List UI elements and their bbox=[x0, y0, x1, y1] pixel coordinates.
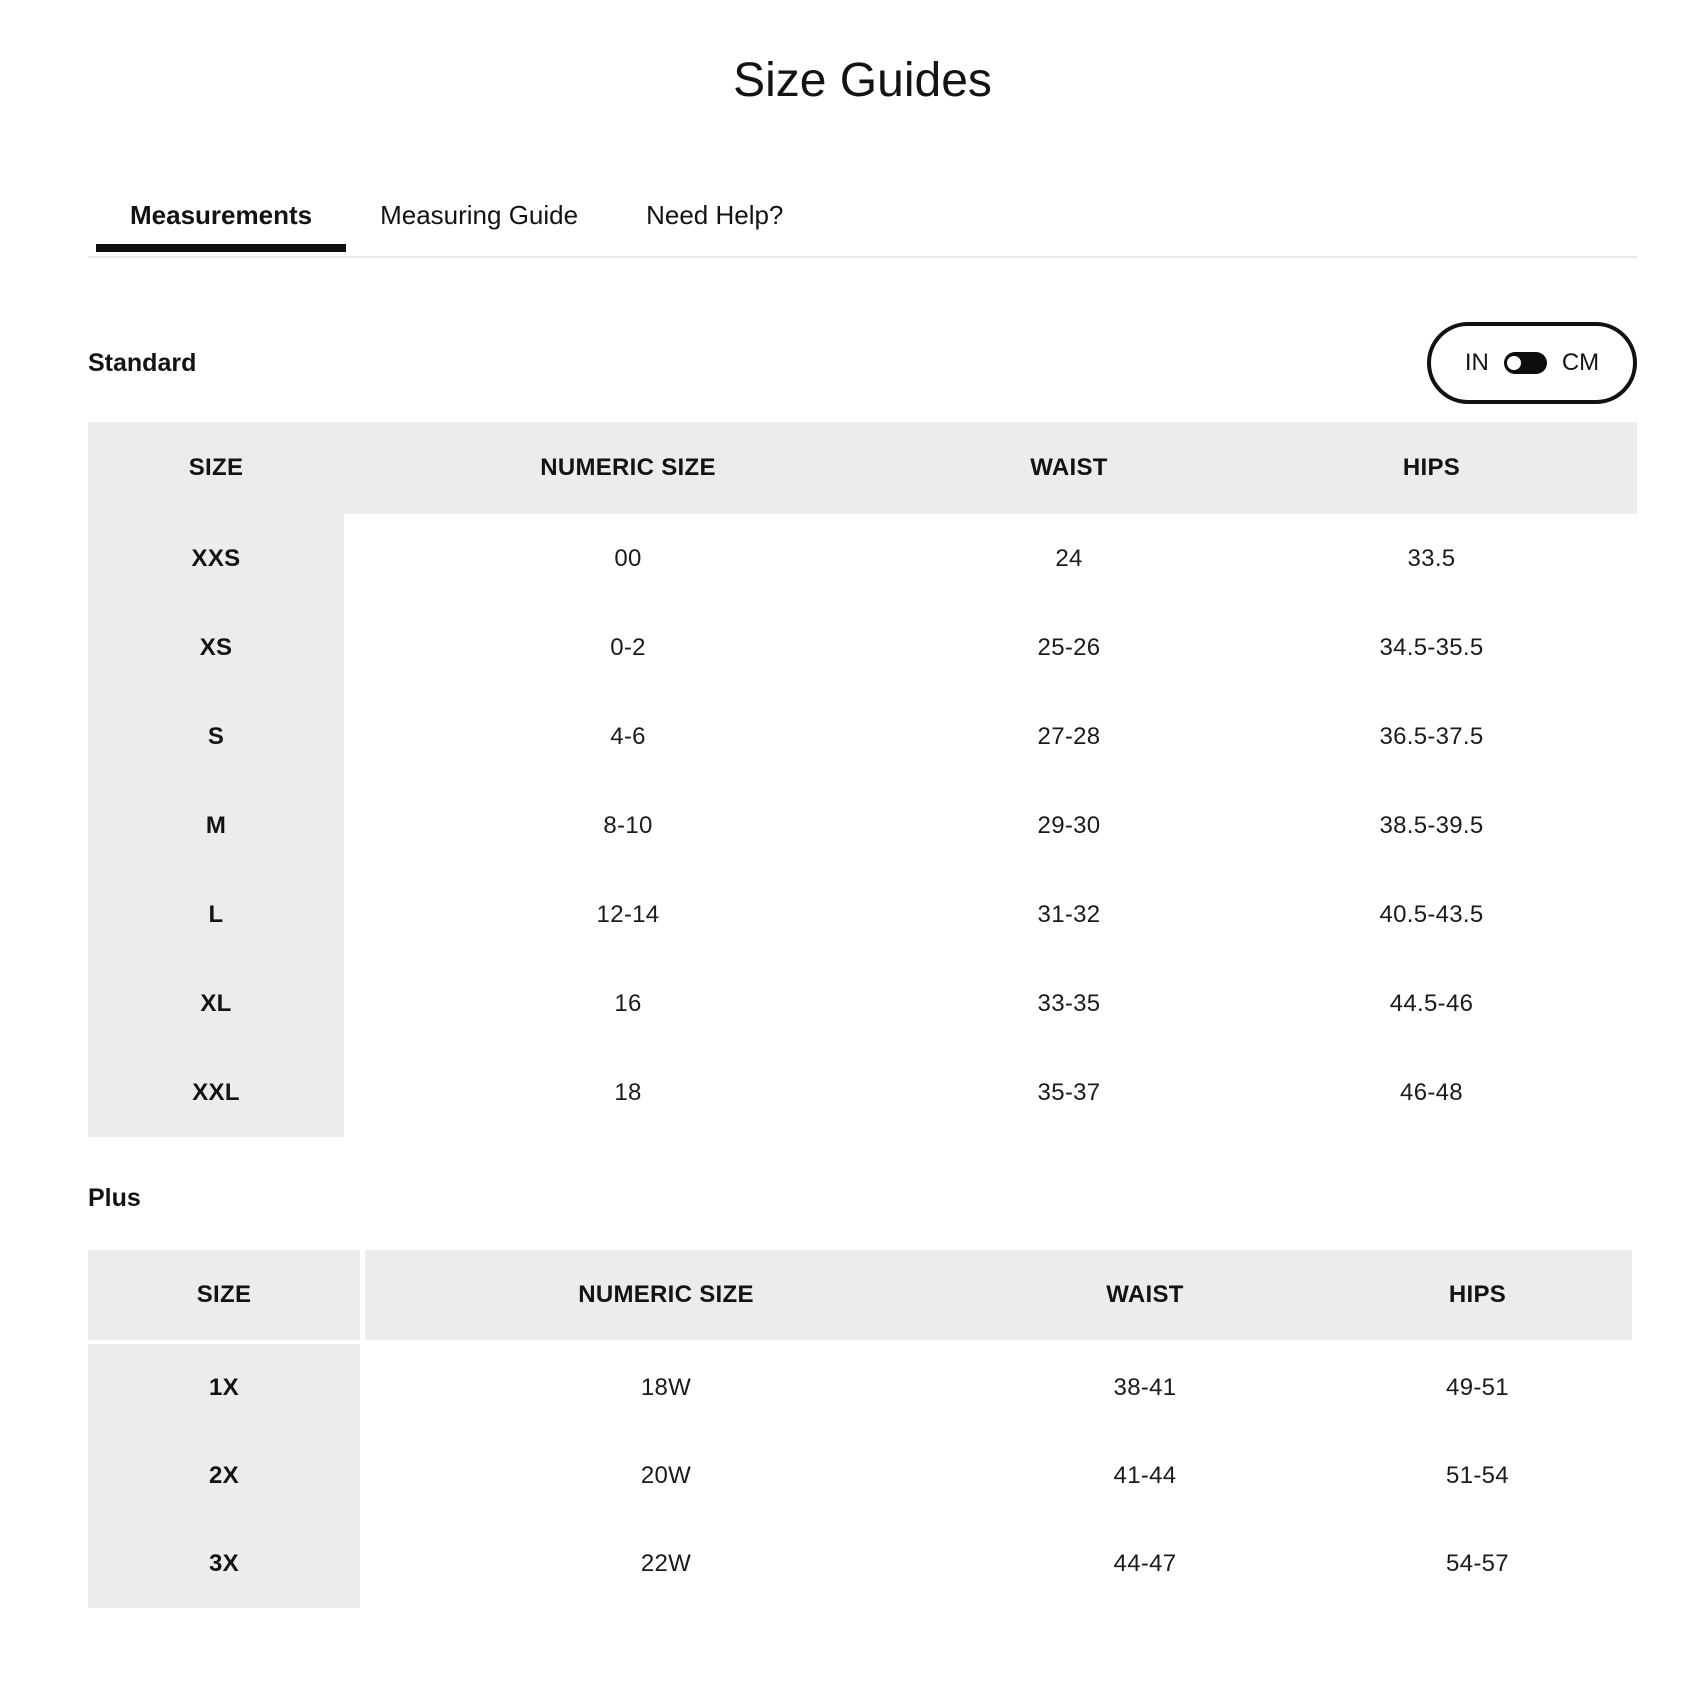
standard-section-header bbox=[88, 322, 1637, 404]
measurement-value-cell: 40.5-43.5 bbox=[1379, 900, 1484, 928]
column-header-waist: WAIST bbox=[1030, 454, 1108, 481]
unit-toggle[interactable] bbox=[1427, 322, 1637, 404]
measurement-value-cell: 29-30 bbox=[1037, 811, 1101, 839]
switch-knob-icon bbox=[1507, 356, 1521, 370]
column-header-waist: WAIST bbox=[967, 1250, 1323, 1340]
measurement-value-cell: 34.5-35.5 bbox=[1379, 633, 1484, 661]
measurement-value-cell: 51-54 bbox=[1446, 1462, 1509, 1489]
measurement-value-cell: 4-6 bbox=[610, 722, 646, 750]
measurement-value-cell: 33.5 bbox=[1407, 544, 1456, 572]
size-label-cell: XL bbox=[88, 959, 344, 1048]
measurement-value-cell: 31-32 bbox=[1037, 900, 1101, 928]
measurement-value-cell: 20W bbox=[640, 1462, 692, 1489]
size-guides-page bbox=[88, 52, 1637, 1608]
unit-in-label[interactable]: IN bbox=[1464, 349, 1489, 376]
size-label-cell: 3X bbox=[88, 1520, 365, 1608]
measurement-value-cell: 16 bbox=[614, 989, 642, 1017]
table-row bbox=[88, 1432, 1637, 1520]
measurement-value-cell: 18W bbox=[640, 1374, 692, 1401]
measurement-value-cell: 49-51 bbox=[1446, 1374, 1509, 1401]
measurement-value-cell: 54-57 bbox=[1446, 1550, 1509, 1577]
table-row bbox=[88, 1520, 1637, 1608]
plus-table-header-row bbox=[88, 1250, 1637, 1340]
measurement-value-cell: 00 bbox=[614, 544, 642, 572]
column-header-numeric-size: NUMERIC SIZE bbox=[365, 1250, 967, 1340]
measurement-value-cell: 25-26 bbox=[1037, 633, 1101, 661]
measurement-value-cell: 27-28 bbox=[1037, 722, 1101, 750]
size-label-cell: L bbox=[88, 870, 344, 959]
standard-table-body bbox=[88, 514, 1637, 1137]
tab-measuring-guide[interactable]: Measuring Guide bbox=[380, 200, 579, 230]
page-title: Size Guides bbox=[733, 54, 992, 107]
tab-bar bbox=[88, 194, 1637, 258]
measurement-value-cell: 44.5-46 bbox=[1389, 989, 1474, 1017]
size-label-cell: 1X bbox=[88, 1344, 365, 1432]
column-header-size: SIZE bbox=[188, 454, 244, 481]
size-label-cell: 2X bbox=[88, 1432, 365, 1520]
measurement-value-cell: 0-2 bbox=[610, 633, 646, 661]
section-title-standard: Standard bbox=[88, 348, 197, 377]
measurement-value-cell: 36.5-37.5 bbox=[1379, 722, 1484, 750]
size-label-cell: XXL bbox=[88, 1048, 344, 1137]
table-row bbox=[88, 1344, 1637, 1432]
column-header-numeric-size: NUMERIC SIZE bbox=[540, 454, 716, 481]
standard-size-table bbox=[88, 422, 1637, 1137]
table-row bbox=[88, 781, 1637, 870]
measurement-value-cell: 35-37 bbox=[1037, 1078, 1101, 1106]
measurement-value-cell: 46-48 bbox=[1400, 1078, 1463, 1106]
measurement-value-cell: 12-14 bbox=[596, 900, 660, 928]
column-header-hips: HIPS bbox=[1402, 454, 1461, 481]
size-label-cell: XXS bbox=[88, 514, 344, 603]
plus-table-body bbox=[88, 1344, 1637, 1608]
measurement-value-cell: 22W bbox=[640, 1550, 692, 1577]
measurement-value-cell: 33-35 bbox=[1037, 989, 1101, 1017]
measurement-value-cell: 24 bbox=[1055, 544, 1083, 572]
measurement-value-cell: 38-41 bbox=[1113, 1374, 1177, 1401]
tab-need-help[interactable]: Need Help? bbox=[646, 200, 784, 230]
measurement-value-cell: 8-10 bbox=[603, 811, 653, 839]
standard-table-header-row bbox=[88, 422, 1637, 514]
column-header-size: SIZE bbox=[88, 1250, 365, 1340]
size-label-cell: S bbox=[88, 692, 344, 781]
plus-size-table bbox=[88, 1250, 1637, 1608]
table-row bbox=[88, 1048, 1637, 1137]
measurement-value-cell: 44-47 bbox=[1113, 1550, 1177, 1577]
unit-switch-icon[interactable] bbox=[1504, 352, 1547, 374]
table-row bbox=[88, 603, 1637, 692]
table-row bbox=[88, 959, 1637, 1048]
unit-cm-label[interactable]: CM bbox=[1561, 349, 1600, 376]
size-label-cell: M bbox=[88, 781, 344, 870]
measurement-value-cell: 38.5-39.5 bbox=[1379, 811, 1484, 839]
measurement-value-cell: 18 bbox=[614, 1078, 642, 1106]
section-title-plus: Plus bbox=[88, 1184, 141, 1212]
table-row bbox=[88, 692, 1637, 781]
size-label-cell: XS bbox=[88, 603, 344, 692]
measurement-value-cell: 41-44 bbox=[1113, 1462, 1177, 1489]
table-row bbox=[88, 870, 1637, 959]
tab-measurements[interactable]: Measurements bbox=[96, 194, 346, 256]
column-header-hips: HIPS bbox=[1323, 1250, 1632, 1340]
table-row bbox=[88, 514, 1637, 603]
